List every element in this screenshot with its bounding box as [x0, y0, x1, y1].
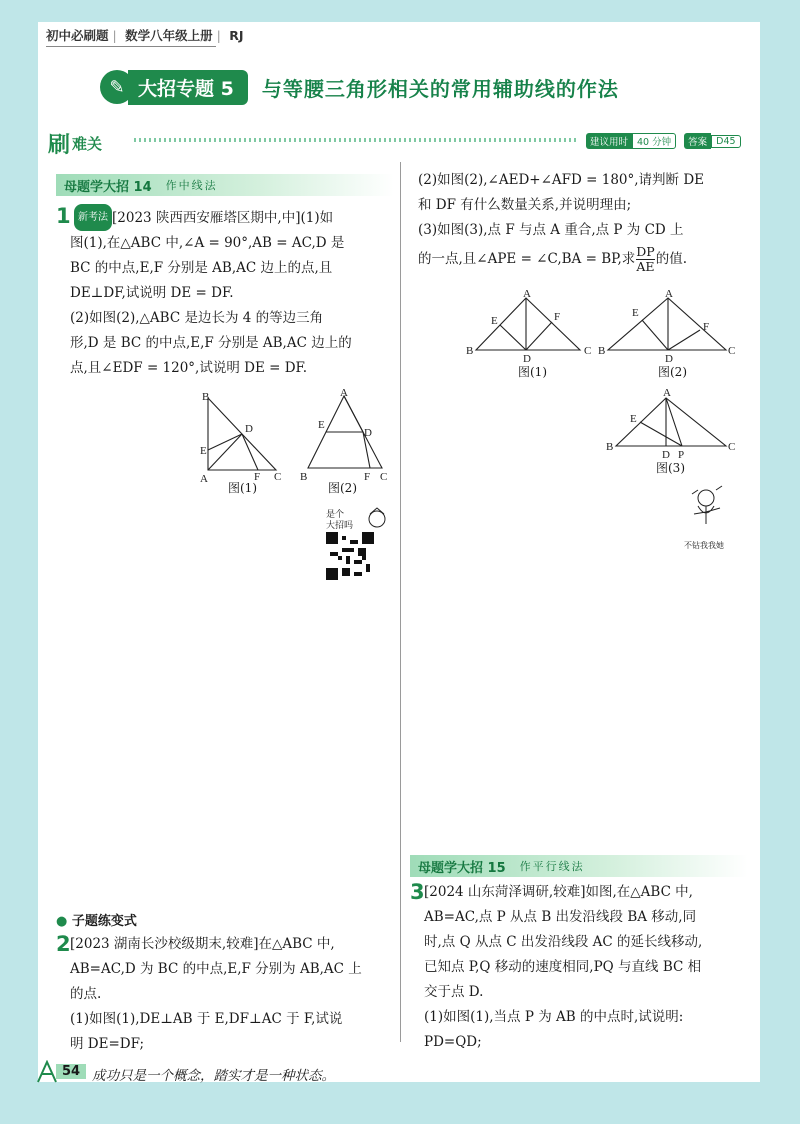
- f3-D: D: [662, 449, 670, 461]
- question-3: [410, 880, 752, 1055]
- lbl-C: C: [274, 471, 282, 483]
- footer-a-icon: [36, 1060, 58, 1084]
- q2-fig1-de: [500, 325, 526, 350]
- running-header: 初中必刷题 | 数学八年级上册 | RJ: [46, 28, 244, 43]
- subject-name: 数学八年级上册: [125, 28, 213, 43]
- topic-banner: [100, 70, 619, 104]
- q2-fig2-caption: 图(2): [658, 365, 687, 379]
- q2r-line-3-pre: 的一点,且∠APE = ∠C,BA = BP,求: [418, 251, 636, 267]
- q1-line-4: (2)如图(2),△ABC 是边长为 4 的等边三角: [70, 310, 324, 326]
- question-2-number: 2: [56, 932, 71, 956]
- lbl-F: F: [254, 471, 261, 483]
- answer-value: D45: [711, 135, 740, 148]
- lbl-B: B: [202, 391, 210, 403]
- q2-line-2: 的点.: [70, 986, 102, 1002]
- f1-E: E: [491, 315, 498, 327]
- section-14-heading: [56, 174, 394, 196]
- q1-line-1: 图(1),在△ABC 中,∠A = 90°,AB = AC,D 是: [70, 235, 345, 251]
- f2-D: D: [665, 353, 673, 365]
- f1-A: A: [523, 290, 531, 300]
- q2-line-3: (1)如图(1),DE⊥AB 于 E,DF⊥AC 于 F,试说: [70, 1011, 343, 1027]
- q3-line-5: (1)如图(1),当点 P 为 AB 的中点时,试说明:: [424, 1009, 684, 1025]
- lbl-F2: F: [364, 471, 371, 483]
- f2-B: B: [598, 345, 606, 357]
- section-14-method: 作中线法: [165, 179, 218, 192]
- header-rule: [46, 46, 216, 47]
- f3-B: B: [606, 441, 614, 453]
- page-number: 54: [56, 1064, 86, 1079]
- q1-fig1-de: [208, 434, 242, 450]
- f2-A: A: [665, 290, 673, 300]
- q2-fig1-df: [526, 322, 552, 350]
- q2-fig3-caption: 图(3): [656, 461, 685, 475]
- f1-D: D: [523, 353, 531, 365]
- edition-name: RJ: [229, 28, 244, 43]
- footer-motto: 成功只是一个概念，踏实才是一种状态。: [92, 1068, 335, 1084]
- question-2: [56, 932, 396, 1057]
- question-2-continued: [418, 168, 748, 274]
- answer-label: 答案: [684, 133, 711, 149]
- q3-line-1: AB=AC,点 P 从点 B 出发沿线段 BA 移动,同: [424, 909, 697, 925]
- mascot-icon: [364, 506, 390, 532]
- q2r-line-2: (3)如图(3),点 F 与点 A 重合,点 P 为 CD 上: [418, 222, 684, 238]
- lbl-A: A: [200, 473, 208, 485]
- dotted-divider: [134, 138, 576, 142]
- qr-code-icon[interactable]: [326, 532, 374, 580]
- question-1: [56, 204, 396, 381]
- qr-caption: [326, 510, 353, 532]
- q2r-line-3-post: 的值.: [655, 251, 687, 267]
- question-1-number: 1: [56, 204, 71, 228]
- q1-line-3: DE⊥DF,试说明 DE = DF.: [70, 285, 234, 301]
- ratio-numerator: DP: [636, 244, 655, 259]
- lbl-B2: B: [300, 471, 308, 483]
- ratio-fraction: [636, 245, 654, 274]
- q3-line-2: 时,点 Q 从点 C 出发沿线段 AC 的延长线移动,: [424, 934, 703, 950]
- q1-figures: [196, 388, 396, 500]
- variant-heading: [56, 910, 137, 929]
- difficulty-small: 难关: [72, 135, 103, 153]
- qr-caption-1: 是个: [326, 510, 345, 520]
- q1-line-6: 点,且∠EDF = 120°,试说明 DE = DF.: [70, 360, 308, 376]
- q1-line-5: 形,D 是 BC 的中点,E,F 分别是 AB,AC 边上的: [70, 335, 352, 351]
- column-divider: [400, 162, 401, 1042]
- suggest-label: 建议用时: [586, 133, 632, 149]
- q1-fig2-caption: 图(2): [328, 481, 357, 495]
- f3-A: A: [663, 387, 671, 399]
- difficulty-label: [48, 128, 102, 159]
- lbl-D: D: [245, 423, 253, 435]
- q2-figures: [460, 290, 750, 480]
- q2-line-1: AB=AC,D 为 BC 的中点,E,F 分别为 AB,AC 上: [70, 961, 362, 977]
- book-name: 初中必刷题: [46, 28, 109, 43]
- f1-B: B: [466, 345, 474, 357]
- section-15-method: 作平行线法: [519, 860, 585, 873]
- q1-line-2: BC 的中点,E,F 分别是 AB,AC 边上的点,且: [70, 260, 333, 276]
- f2-C: C: [728, 345, 736, 357]
- section-14-label: 母题学大招 14: [64, 179, 152, 195]
- section-15-heading: [410, 855, 748, 877]
- lbl-E: E: [200, 445, 207, 457]
- q3-line-4: 交于点 D.: [424, 984, 484, 1000]
- question-3-number: 3: [410, 880, 425, 904]
- f3-E: E: [630, 413, 637, 425]
- q3-line-3: 已知点 P,Q 移动的速度相同,PQ 与直线 BC 相: [424, 959, 702, 975]
- lbl-C2: C: [380, 471, 388, 483]
- f3-C: C: [728, 441, 736, 453]
- q2-line-0: [2023 湖南长沙校级期末,较难]在△ABC 中,: [70, 936, 335, 952]
- q1-line-0: [2023 陕西西安雁塔区期中,中](1)如: [112, 210, 334, 226]
- f2-F: F: [703, 321, 710, 333]
- variant-heading-text: 子题练变式: [71, 914, 137, 929]
- section-15-label: 母题学大招 15: [418, 860, 506, 876]
- cartoon-mascot-icon: [676, 484, 736, 534]
- qr-caption-2: 大招吗: [326, 521, 354, 531]
- q3-line-0: [2024 山东菏泽调研,较难]如图,在△ABC 中,: [424, 884, 693, 900]
- q1-fig1-caption: 图(1): [228, 481, 257, 495]
- q1-fig1-ad: [208, 434, 242, 470]
- lbl-E2: E: [318, 419, 325, 431]
- f1-F: F: [554, 311, 561, 323]
- q2-fig2-de: [642, 320, 668, 350]
- suggest-value: 40 分钟: [632, 133, 676, 149]
- f2-E: E: [632, 307, 639, 319]
- f3-P: P: [678, 449, 685, 461]
- new-exam-badge: 新考法: [74, 204, 112, 231]
- variant-bullet-icon: ●: [56, 914, 68, 929]
- topic-title: 与等腰三角形相关的常用辅助线的作法: [261, 76, 619, 101]
- topic-tag: 大招专题 5: [128, 70, 248, 105]
- time-answer-tags: [586, 133, 741, 149]
- q1-fig1-df: [242, 434, 258, 470]
- ratio-denominator: AE: [636, 259, 655, 274]
- lbl-D2: D: [364, 427, 372, 439]
- q2r-line-1: 和 DF 有什么数量关系,并说明理由;: [418, 197, 632, 213]
- q2-line-4: 明 DE=DF;: [70, 1036, 145, 1052]
- q2r-line-0: (2)如图(2),∠AED+∠AFD = 180°,请判断 DE: [418, 172, 705, 188]
- q1-fig2-ad: [344, 396, 363, 432]
- lbl-A2: A: [340, 388, 348, 399]
- cartoon-caption: 不钻我我她: [684, 541, 724, 550]
- f1-C: C: [584, 345, 592, 357]
- q2-fig2-df: [668, 330, 700, 350]
- difficulty-big: 刷: [48, 133, 71, 158]
- q3-line-6: PD=QD;: [424, 1034, 482, 1050]
- q2-fig1-caption: 图(1): [518, 365, 547, 379]
- brush-logo-icon: ✎: [100, 70, 134, 104]
